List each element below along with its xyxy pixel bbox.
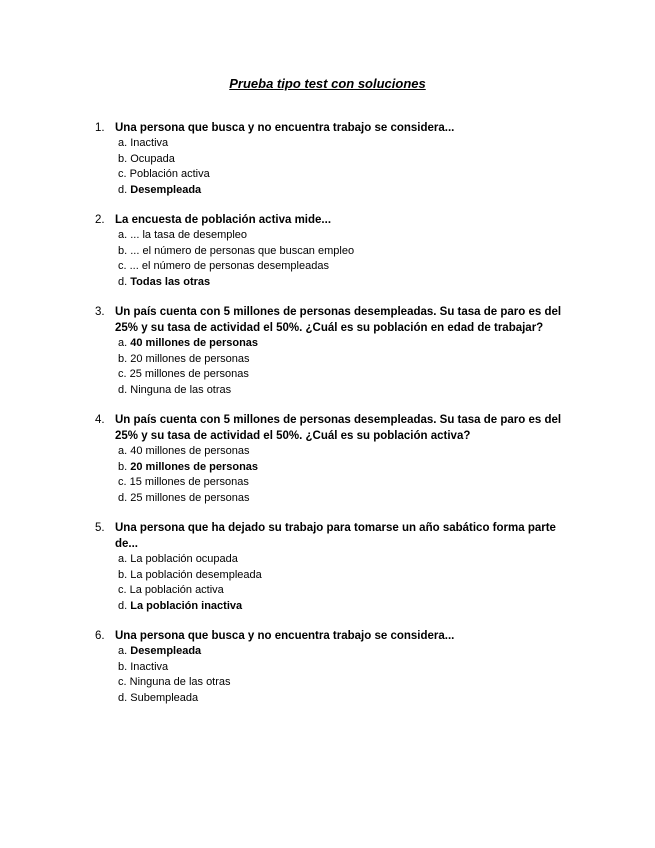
question-text: Un país cuenta con 5 millones de personas desempleadas. Su tasa de paro es del 25% y su tasa de actividad el 50%. ¿Cuál es su población en edad de trabajar? bbox=[115, 306, 562, 334]
option-b bbox=[118, 568, 655, 584]
option-a bbox=[118, 228, 655, 244]
question-header bbox=[0, 412, 575, 444]
option-letter: c. bbox=[118, 584, 127, 596]
option-text: La población inactiva bbox=[130, 599, 243, 612]
option-text: 40 millones de personas bbox=[130, 337, 259, 349]
option-letter: c. bbox=[118, 676, 127, 688]
option-a bbox=[118, 644, 655, 660]
option-letter: a. bbox=[118, 337, 128, 349]
option-text: La población desempleada bbox=[130, 568, 262, 581]
option-text: 20 millones de personas bbox=[130, 352, 250, 365]
question-header bbox=[0, 520, 575, 552]
option-letter: c. bbox=[118, 260, 127, 272]
option-a bbox=[118, 444, 655, 460]
option-text: 25 millones de personas bbox=[130, 491, 250, 504]
option-text: La población activa bbox=[129, 584, 224, 596]
option-c bbox=[118, 675, 655, 691]
option-list bbox=[0, 644, 655, 706]
option-a bbox=[118, 552, 655, 568]
option-letter: b. bbox=[118, 352, 128, 365]
option-letter: a. bbox=[118, 229, 128, 241]
question-header bbox=[0, 304, 575, 336]
page-title: Prueba tipo test con soluciones bbox=[229, 76, 426, 91]
option-d bbox=[118, 491, 655, 507]
option-text: 25 millones de personas bbox=[129, 368, 249, 380]
option-d bbox=[118, 275, 655, 291]
option-b bbox=[118, 660, 655, 676]
question-number: 3. bbox=[95, 306, 105, 318]
question-text: Una persona que busca y no encuentra trabajo se considera... bbox=[115, 630, 455, 642]
option-list bbox=[0, 228, 655, 290]
option-list bbox=[0, 136, 655, 198]
option-letter: d. bbox=[118, 691, 128, 704]
option-letter: b. bbox=[118, 660, 128, 673]
option-text: Ninguna de las otras bbox=[130, 383, 232, 396]
option-list bbox=[0, 336, 655, 398]
option-letter: a. bbox=[118, 553, 128, 565]
question-text: Una persona que ha dejado su trabajo para tomarse un año sabático forma parte de... bbox=[115, 522, 556, 550]
option-d bbox=[118, 183, 655, 199]
question-number: 4. bbox=[95, 414, 105, 426]
question-number: 2. bbox=[95, 214, 105, 226]
option-d bbox=[118, 599, 655, 615]
option-letter: a. bbox=[118, 645, 128, 657]
option-text: Desempleada bbox=[130, 645, 202, 657]
option-text: ... la tasa de desempleo bbox=[130, 229, 248, 241]
option-text: La población ocupada bbox=[130, 553, 238, 565]
question-text: Una persona que busca y no encuentra trabajo se considera... bbox=[115, 122, 455, 134]
option-a bbox=[118, 336, 655, 352]
question-number: 6. bbox=[95, 630, 105, 642]
option-c bbox=[118, 367, 655, 383]
option-c bbox=[118, 475, 655, 491]
question-text: Un país cuenta con 5 millones de personas desempleadas. Su tasa de paro es del 25% y su tasa de actividad el 50%. ¿Cuál es su población activa? bbox=[115, 414, 562, 442]
option-d bbox=[118, 691, 655, 707]
option-letter: d. bbox=[118, 599, 128, 612]
question-header bbox=[0, 628, 575, 644]
option-text: Inactiva bbox=[130, 137, 169, 149]
option-text: 20 millones de personas bbox=[130, 460, 259, 473]
option-text: ... el número de personas que buscan empleo bbox=[130, 244, 355, 257]
option-text: Ninguna de las otras bbox=[129, 676, 231, 688]
option-list bbox=[0, 552, 655, 614]
option-letter: d. bbox=[118, 275, 128, 288]
option-letter: b. bbox=[118, 568, 128, 581]
option-letter: c. bbox=[118, 476, 127, 488]
option-text: 40 millones de personas bbox=[130, 445, 250, 457]
option-text: Todas las otras bbox=[130, 275, 211, 288]
question-3 bbox=[0, 304, 655, 398]
option-letter: c. bbox=[118, 368, 127, 380]
option-b bbox=[118, 152, 655, 168]
option-text: Ocupada bbox=[130, 152, 175, 165]
option-list bbox=[0, 444, 655, 506]
question-number: 1. bbox=[95, 122, 105, 134]
option-text: Inactiva bbox=[130, 660, 169, 673]
question-header bbox=[0, 212, 575, 228]
question-5 bbox=[0, 520, 655, 614]
question-list bbox=[0, 120, 655, 720]
question-header bbox=[0, 120, 575, 136]
option-text: Desempleada bbox=[130, 183, 202, 196]
question-2 bbox=[0, 212, 655, 290]
option-a bbox=[118, 136, 655, 152]
option-letter: a. bbox=[118, 445, 128, 457]
question-4 bbox=[0, 412, 655, 506]
option-text: Subempleada bbox=[130, 691, 199, 704]
option-d bbox=[118, 383, 655, 399]
option-text: 15 millones de personas bbox=[129, 476, 249, 488]
option-b bbox=[118, 244, 655, 260]
option-c bbox=[118, 583, 655, 599]
option-letter: a. bbox=[118, 137, 128, 149]
option-letter: b. bbox=[118, 244, 128, 257]
option-b bbox=[118, 460, 655, 476]
option-text: Población activa bbox=[129, 168, 210, 180]
question-text: La encuesta de población activa mide... bbox=[115, 214, 332, 226]
option-letter: b. bbox=[118, 460, 128, 473]
option-text: ... el número de personas desempleadas bbox=[129, 260, 329, 272]
option-letter: d. bbox=[118, 491, 128, 504]
option-letter: b. bbox=[118, 152, 128, 165]
option-letter: c. bbox=[118, 168, 127, 180]
question-1 bbox=[0, 120, 655, 198]
question-6 bbox=[0, 628, 655, 706]
option-letter: d. bbox=[118, 383, 128, 396]
option-letter: d. bbox=[118, 183, 128, 196]
question-number: 5. bbox=[95, 522, 105, 534]
option-c bbox=[118, 167, 655, 183]
option-c bbox=[118, 259, 655, 275]
option-b bbox=[118, 352, 655, 368]
